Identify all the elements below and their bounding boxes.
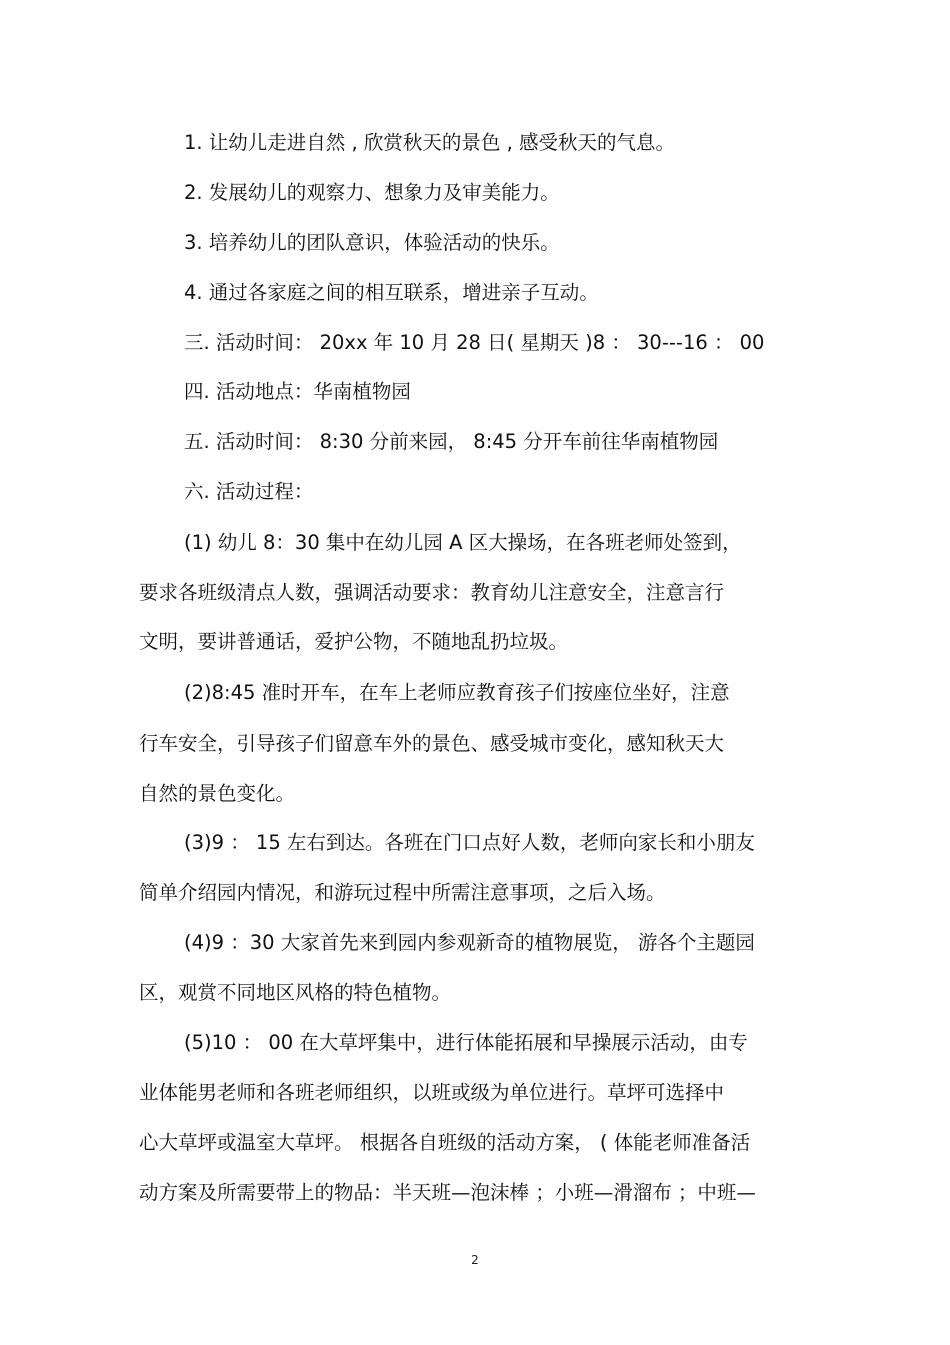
activity-schedule-heading: 五. 活动时间： 8:30 分前来园， 8:45 分开车前往华南植物园 <box>184 430 719 453</box>
goal-4: 4. 通过各家庭之间的相互联系，增进亲子互动。 <box>184 281 599 304</box>
goal-1: 1. 让幼儿走进自然 , 欣赏秋天的景色 , 感受秋天的气息。 <box>184 131 675 154</box>
process-step-4-line-1: (4)9 ：30 大家首先来到园内参观新奇的植物展览， 游各个主题园 <box>184 931 755 954</box>
goal-3: 3. 培养幼儿的团队意识，体验活动的快乐。 <box>184 231 560 254</box>
process-step-3-line-1: (3)9 ： 15 左右到达。各班在门口点好人数，老师向家长和小朋友 <box>184 831 755 854</box>
process-step-5-line-2: 业体能男老师和各班老师组织，以班或级为单位进行。草坪可选择中 <box>139 1081 725 1104</box>
activity-process-heading: 六. 活动过程： <box>184 480 314 503</box>
process-step-2-line-3: 自然的景色变化。 <box>139 782 296 805</box>
process-step-2-line-2: 行车安全，引导孩子们留意车外的景色、感受城市变化，感知秋天大 <box>139 732 725 755</box>
activity-location-heading: 四. 活动地点：华南植物园 <box>184 380 411 403</box>
process-step-5-line-3: 心大草坪或温室大草坪。 根据各自班级的活动方案， ( 体能老师准备活 <box>139 1131 751 1154</box>
process-step-1-line-3: 文明，要讲普通话，爱护公物，不随地乱扔垃圾。 <box>139 630 569 653</box>
goal-2: 2. 发展幼儿的观察力、想象力及审美能力。 <box>184 181 560 204</box>
process-step-3-line-2: 简单介绍园内情况，和游玩过程中所需注意事项，之后入场。 <box>139 881 666 904</box>
process-step-1-line-2: 要求各班级清点人数，强调活动要求：教育幼儿注意安全，注意言行 <box>139 581 725 604</box>
process-step-2-line-1: (2)8:45 准时开车，在车上老师应教育孩子们按座位坐好，注意 <box>184 681 730 704</box>
process-step-1-line-1: (1) 幼儿 8：30 集中在幼儿园 A 区大操场，在各班老师处签到， <box>184 531 742 554</box>
page-number: 2 <box>471 1253 479 1267</box>
process-step-4-line-2: 区，观赏不同地区风格的特色植物。 <box>139 981 452 1004</box>
process-step-5-line-4: 动方案及所需要带上的物品：半天班—泡沫棒 ；小班—滑溜布 ；中班— <box>139 1181 756 1204</box>
activity-time-heading: 三. 活动时间： 20xx 年 10 月 28 日( 星期天 )8 ： 30---16 ： 00 <box>184 331 765 354</box>
process-step-5-line-1: (5)10 ： 00 在大草坪集中，进行体能拓展和早操展示活动，由专 <box>184 1031 748 1054</box>
